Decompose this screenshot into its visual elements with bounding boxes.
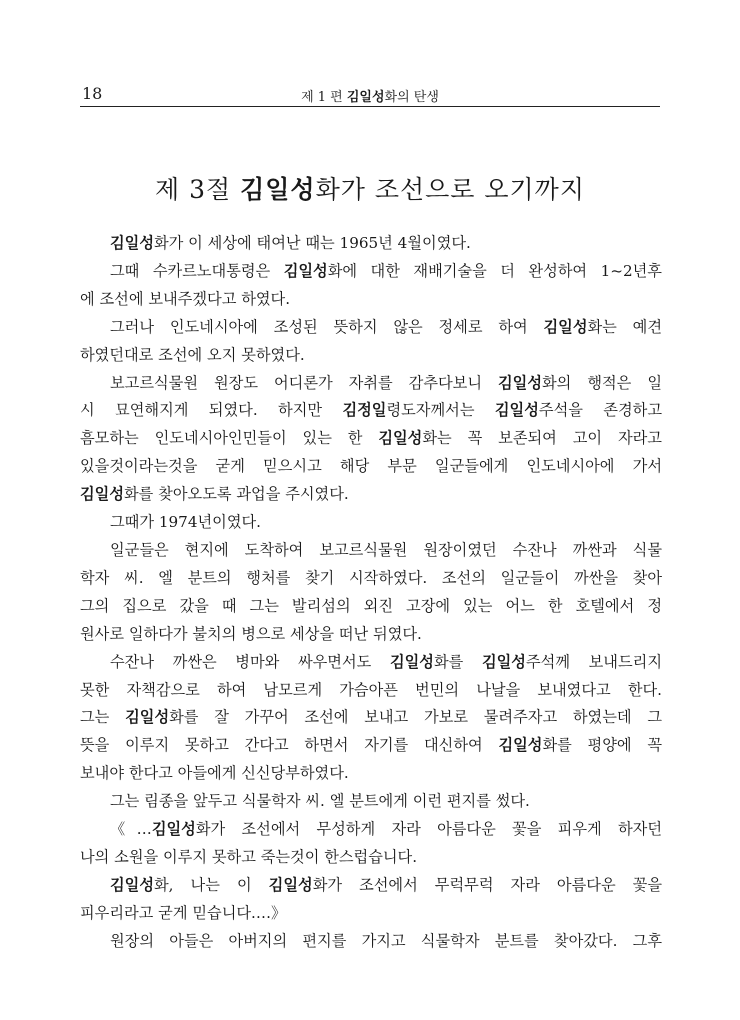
text-line: 김일성화가 이 세상에 태여난 때는 1965년 4월이였다. — [110, 234, 471, 252]
text-line: 그는 림종을 앞두고 식물학자 씨. 엘 분트에게 이런 편지를 썼다. — [110, 792, 530, 811]
text-line: 보내야 한다고 아들에게 신신당부하였다. — [80, 764, 349, 783]
text-line: 원사로 일하다가 불치의 병으로 세상을 떠난 뒤였다. — [80, 624, 422, 643]
running-title: 제 1 편 김일성화의 탄생 — [301, 90, 439, 105]
page-header — [80, 82, 660, 107]
text-line: 그의 집으로 갔을 때 그는 발리섬의 외진 고장에 있는 어느 한 호텔에서 정 — [80, 596, 662, 615]
text-line: 에 조선에 보내주겠다고 하였다. — [80, 289, 291, 308]
text-line: 보고르식물원 원장도 어디론가 자취를 감추다보니 김일성화의 행적은 일 — [110, 373, 662, 392]
text-line: 학자 씨. 엘 분트의 행처를 찾기 시작하였다. 조선의 일군들이 까싼을 찾아 — [80, 568, 662, 587]
chapter-title: 제 3절 김일성화가 조선으로 오기까지 — [155, 175, 585, 204]
text-line: 《…김일성화가 조선에서 무성하게 자라 아름다운 꽃을 피우게 하자던 — [110, 820, 662, 839]
text-line: 그때가 1974년이였다. — [110, 513, 262, 532]
text-line: 그는 김일성화를 잘 가꾸어 조선에 보내고 가보로 물려주자고 하였는데 그 — [80, 708, 662, 727]
text-line: 원장의 아들은 아버지의 편지를 가지고 식물학자 분트를 찾아갔다. 그후 — [110, 931, 662, 950]
text-line: 흠모하는 인도네시아인민들이 있는 한 김일성화는 꼭 보존되여 고이 자라고 — [80, 429, 662, 448]
page-number: 18 — [82, 84, 103, 103]
text-line: 김일성화, 나는 이 김일성화가 조선에서 무럭무럭 자라 아름다운 꽃을 — [110, 875, 662, 894]
text-line: 김일성화를 찾아오도록 과업을 주시였다. — [80, 485, 349, 504]
text-line: 그때 수카르노대통령은 김일성화에 대한 재배기술을 더 완성하여 1~2년후 — [110, 261, 662, 280]
text-line: 일군들은 현지에 도착하여 보고르식물원 원장이였던 수잔나 까싼과 식물 — [110, 540, 662, 559]
text-line: 하였던대로 조선에 오지 못하였다. — [80, 345, 305, 364]
text-line: 피우리라고 굳게 믿습니다.…》 — [80, 903, 287, 922]
text-line: 시 묘연해지게 되였다. 하지만 김정일령도자께서는 김일성주석을 존경하고 — [80, 401, 662, 420]
text-line: 못한 자책감으로 하여 남모르게 가슴아픈 번민의 나날을 보내였다고 한다. — [80, 680, 662, 699]
text-line: 그러나 인도네시아에 조성된 뜻하지 않은 정세로 하여 김일성화는 예견 — [110, 317, 662, 336]
text-line: 나의 소원을 이루지 못하고 죽는것이 한스럽습니다. — [80, 847, 418, 866]
text-line: 있을것이라는것을 굳게 믿으시고 해당 부문 일군들에게 인도네시아에 가서 — [80, 457, 662, 476]
body-text — [80, 230, 662, 956]
text-line: 뜻을 이루지 못하고 간다고 하면서 자기를 대신하여 김일성화를 평양에 꼭 — [80, 736, 662, 755]
text-line: 수잔나 까싼은 병마와 싸우면서도 김일성화를 김일성주석께 보내드리지 — [110, 652, 662, 671]
